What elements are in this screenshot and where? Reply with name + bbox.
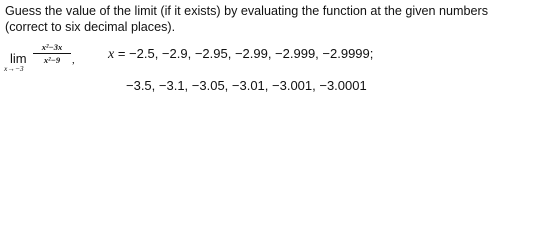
variable-x: x <box>108 47 115 62</box>
values-row-1 <box>108 46 373 63</box>
fraction-denominator: x²−9 <box>43 55 61 65</box>
limit-expression <box>4 40 114 72</box>
lim-subscript: x→−3 <box>4 64 24 73</box>
fraction-numerator: x²−3x <box>41 42 63 52</box>
problem-page <box>0 0 542 108</box>
instruction-text: Guess the value of the limit (if it exists) by evaluating the function at the given numbers (correct to six decimal places). <box>5 4 489 34</box>
fraction-bar <box>33 53 71 54</box>
values-row-2: −3.5, −3.1, −3.05, −3.01, −3.001, −3.0001 <box>126 78 367 93</box>
values-list-1: = −2.5, −2.9, −2.95, −2.99, −2.999, −2.9999; <box>117 46 374 61</box>
lim-operator: lim <box>10 51 27 66</box>
limit-fraction <box>33 42 71 65</box>
limit-comma: , <box>72 54 75 66</box>
